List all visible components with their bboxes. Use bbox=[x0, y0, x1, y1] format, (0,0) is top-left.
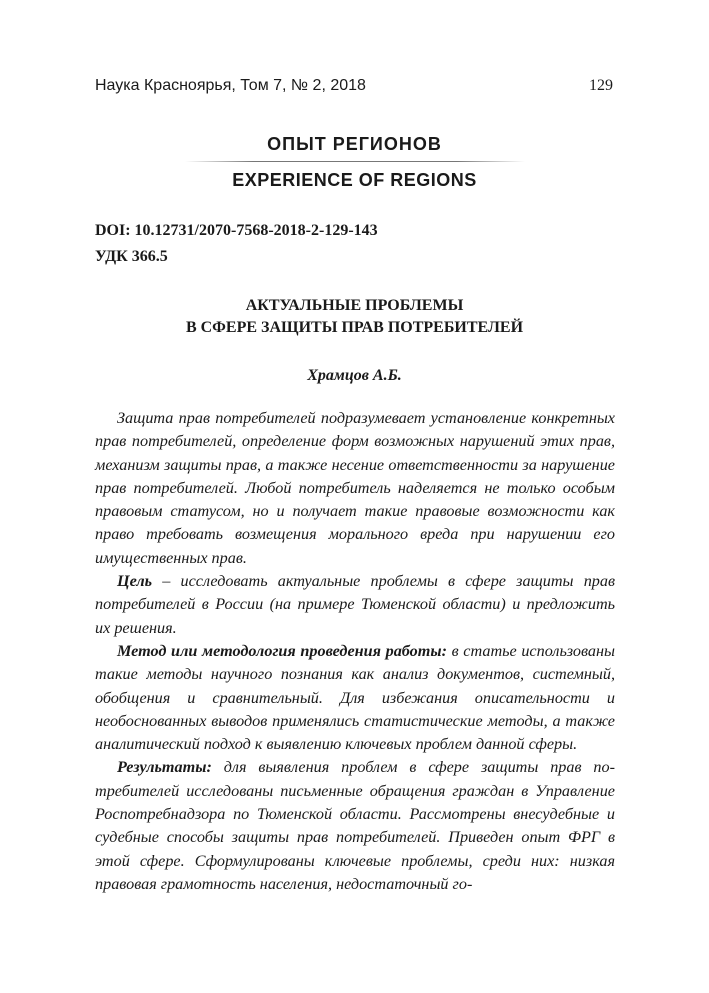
article-title bbox=[0, 295, 709, 339]
abstract bbox=[95, 407, 615, 896]
article-title-line-2: В СФЕРЕ ЗАЩИТЫ ПРАВ ПОТРЕБИТЕЛЕЙ bbox=[185, 319, 524, 336]
results-label: Результаты: bbox=[117, 758, 212, 777]
goal-text: – исследовать актуальные проблемы в сфере защиты прав потребителей в России (на примере Тюменской области) и предложить их решения. bbox=[95, 572, 615, 637]
goal-label: Цель bbox=[117, 572, 153, 591]
abstract-results bbox=[95, 756, 615, 896]
journal-citation: Наука Красноярья, Том 7, № 2, 2018 bbox=[95, 77, 366, 94]
section-title-en: EXPERIENCE OF REGIONS bbox=[232, 170, 477, 190]
method-text: в статье использованы такие методы научного познания как анализ документов, системный, обобщения и сравнительный. Для избежания описательности и необоснованных выводов применялись статистические методы, а также аналитический подход к выявлению ключевых проблем данной сферы. bbox=[95, 641, 616, 754]
abstract-goal bbox=[95, 570, 615, 640]
results-text: для выявления проблем в сфере защиты прав потребителей исследованы письменные обращения граждан в Управление Роспотребнадзора по Тюменской области. Рассмотрены внесудебные и судебные способы защиты прав потребителей. Приведен опыт ФРГ в этой сфере. Сформулированы ключевые проблемы, среди них: низкая правовая грамотность населения, недостаточный го- bbox=[95, 758, 615, 893]
method-label: Метод или методология проведения работы: bbox=[117, 641, 447, 660]
page-number: 129 bbox=[589, 77, 613, 94]
udk: УДК 366.5 bbox=[95, 248, 168, 265]
section-title-ru: ОПЫТ РЕГИОНОВ bbox=[267, 134, 442, 154]
abstract-method bbox=[95, 640, 615, 756]
abstract-intro: Защита прав потребителей подразумевает установление конкретных прав потребителей, определение форм возможных нарушений этих прав, механизм защиты прав, а также несение ответственности за нарушение прав потребителей. Любой потребитель наделяется не только особым правовым статусом, но и получает такие правовые возможности как право требовать возмещения морального вреда при нарушении его имущественных прав. bbox=[95, 409, 615, 567]
section-divider bbox=[185, 161, 525, 162]
running-header bbox=[95, 77, 613, 95]
doi: DOI: 10.12731/2070-7568-2018-2-129-143 bbox=[95, 222, 378, 239]
author: Храмцов А.Б. bbox=[307, 367, 402, 384]
article-title-line-1: АКТУАЛЬНЫЕ ПРОБЛЕМЫ bbox=[245, 297, 464, 314]
